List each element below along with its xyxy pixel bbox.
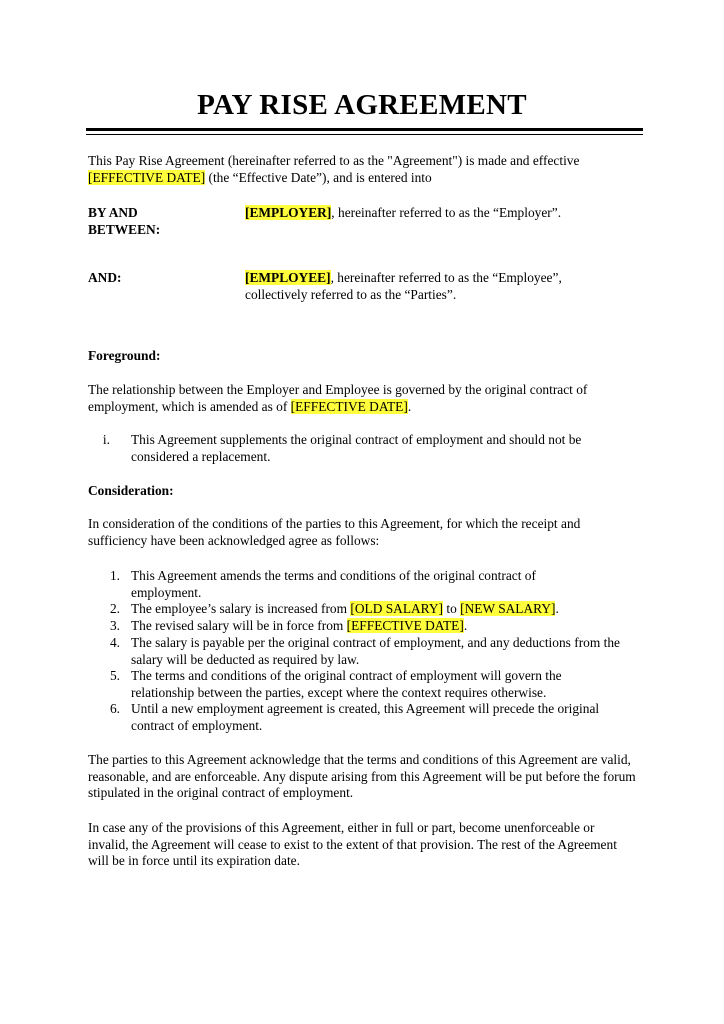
intro-paragraph	[88, 153, 636, 186]
consideration-item-2	[88, 601, 636, 618]
salary-text-a: The employee’s salary is increased from	[131, 601, 351, 616]
list-item-text: The terms and conditions of the original contract of employment will govern the relationship between the parties, except where the context requires otherwise.	[131, 668, 562, 700]
closing-paragraph-1: The parties to this Agreement acknowledge that the terms and conditions of this Agreement are valid, reasonable, and are enforceable. Any dispute arising from this Agreement will be put before the forum stipulated in the original contract of employment.	[88, 752, 636, 800]
employee-placeholder: [EMPLOYEE]	[245, 270, 331, 285]
list-item-number: 1.	[109, 568, 120, 583]
party-text-employee	[245, 270, 610, 303]
consideration-item-3	[88, 618, 636, 635]
consideration-paragraph: In consideration of the conditions of the parties to this Agreement, for which the receipt and sufficiency have been acknowledged agree as follows:	[88, 516, 581, 548]
employee-description: , hereinafter referred to as the “Employee”, collectively referred to as the “Parties”.	[245, 270, 562, 302]
old-salary-placeholder: [OLD SALARY]	[350, 601, 444, 616]
foreground-paragraph	[88, 382, 636, 415]
intro-line-1: This Pay Rise Agreement (hereinafter referred to as the "Agreement") is made and effective	[88, 153, 580, 168]
salary-text-b: to	[443, 601, 461, 616]
list-item-number: 6.	[109, 701, 120, 716]
new-salary-placeholder: [NEW SALARY]	[460, 601, 556, 616]
foreground-text-end: .	[407, 398, 412, 414]
list-item-text: This Agreement supplements the original contract of employment and should not be considered a replacement.	[131, 432, 582, 464]
employer-description: , hereinafter referred to as the “Employer”.	[331, 205, 562, 220]
foreground-heading: Foreground:	[88, 348, 161, 363]
party-label-employer: BY AND BETWEEN:	[88, 205, 161, 237]
list-item-text	[131, 601, 636, 618]
revised-text-a: The revised salary will be in force from	[131, 618, 347, 633]
list-item-text: Until a new employment agreement is created, this Agreement will precede the original contract of employment.	[131, 701, 600, 733]
list-item-number: 2.	[109, 601, 120, 616]
closing-paragraph-2: In case any of the provisions of this Agreement, either in full or part, become unenforceable or invalid, the Agreement will cease to exist to the extent of that provision. The rest of the Agreement will be in force until its expiration date.	[88, 820, 617, 868]
list-item-text	[131, 618, 636, 635]
foreground-text: The relationship between the Employer and Employee is governed by the original contract of employment, which is amended as of	[88, 382, 588, 414]
consideration-heading: Consideration:	[88, 483, 174, 498]
foreground-date-placeholder: [EFFECTIVE DATE]	[290, 398, 408, 414]
intro-line-2: (the “Effective Date”), and is entered into	[205, 169, 432, 185]
title-rule-thin	[86, 134, 643, 135]
salary-text-c: .	[555, 601, 559, 616]
revised-text-b: .	[463, 618, 468, 633]
consideration-item-4	[88, 635, 636, 668]
foreground-list-item	[88, 432, 636, 465]
consideration-item-5	[88, 668, 636, 701]
consideration-item-6	[88, 701, 636, 734]
list-item-number: 5.	[109, 668, 120, 683]
document-title: PAY RISE AGREEMENT	[197, 89, 527, 121]
list-item-text: The salary is payable per the original contract of employment, and any deductions from the salary will be deducted as required by law.	[131, 635, 620, 667]
list-item-number: i.	[102, 432, 110, 447]
consideration-item-1	[88, 568, 636, 601]
list-item-number: 3.	[109, 618, 120, 633]
employer-placeholder: [EMPLOYER]	[245, 205, 332, 220]
title-rule-thick	[86, 128, 643, 131]
party-text-employer	[245, 205, 635, 222]
effective-date-placeholder: [EFFECTIVE DATE]	[88, 169, 206, 185]
list-item-number: 4.	[109, 635, 120, 650]
party-label-employee: AND:	[88, 270, 122, 285]
list-item-text: This Agreement amends the terms and conditions of the original contract of employment.	[131, 568, 536, 600]
revised-date-placeholder: [EFFECTIVE DATE]	[346, 618, 464, 633]
